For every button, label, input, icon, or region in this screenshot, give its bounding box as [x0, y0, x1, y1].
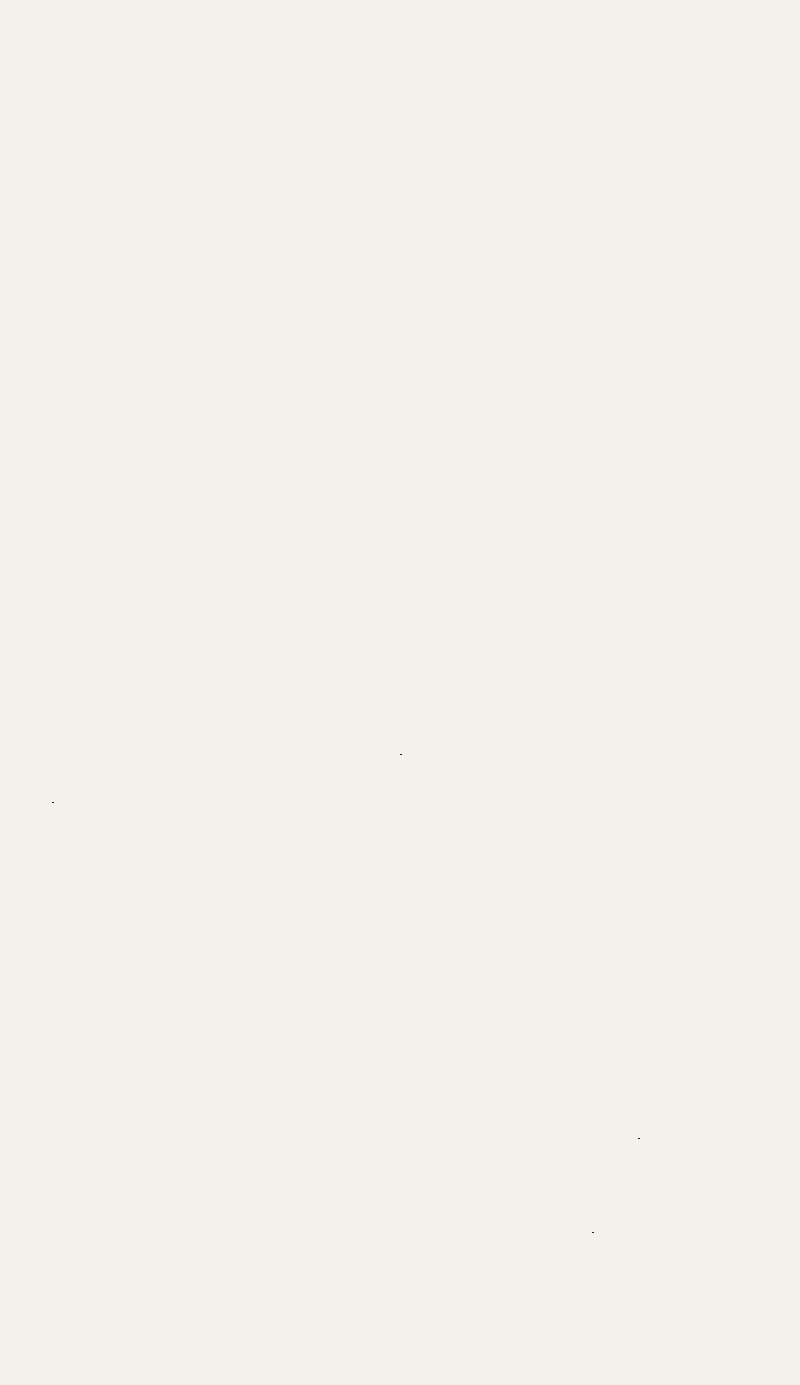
schedule-row-sugar: [64, 1232, 762, 1268]
fraction-numerator: [592, 1232, 594, 1233]
fraction-numerator: [400, 754, 402, 755]
schedule-row-water: [98, 1138, 762, 1174]
schedule-row-starch: [64, 1184, 762, 1220]
page-header: [0, 78, 800, 118]
text-line: [40, 802, 66, 803]
amount-fraction: [638, 1138, 640, 1139]
fraction-numerator: [638, 1138, 640, 1139]
fraction-numerator: [52, 802, 54, 803]
fraction: [52, 802, 54, 803]
fraction: [400, 754, 402, 755]
amount-fraction: [592, 1232, 594, 1233]
text-line: [40, 754, 762, 755]
schedule-row-syrup: [64, 1280, 762, 1316]
